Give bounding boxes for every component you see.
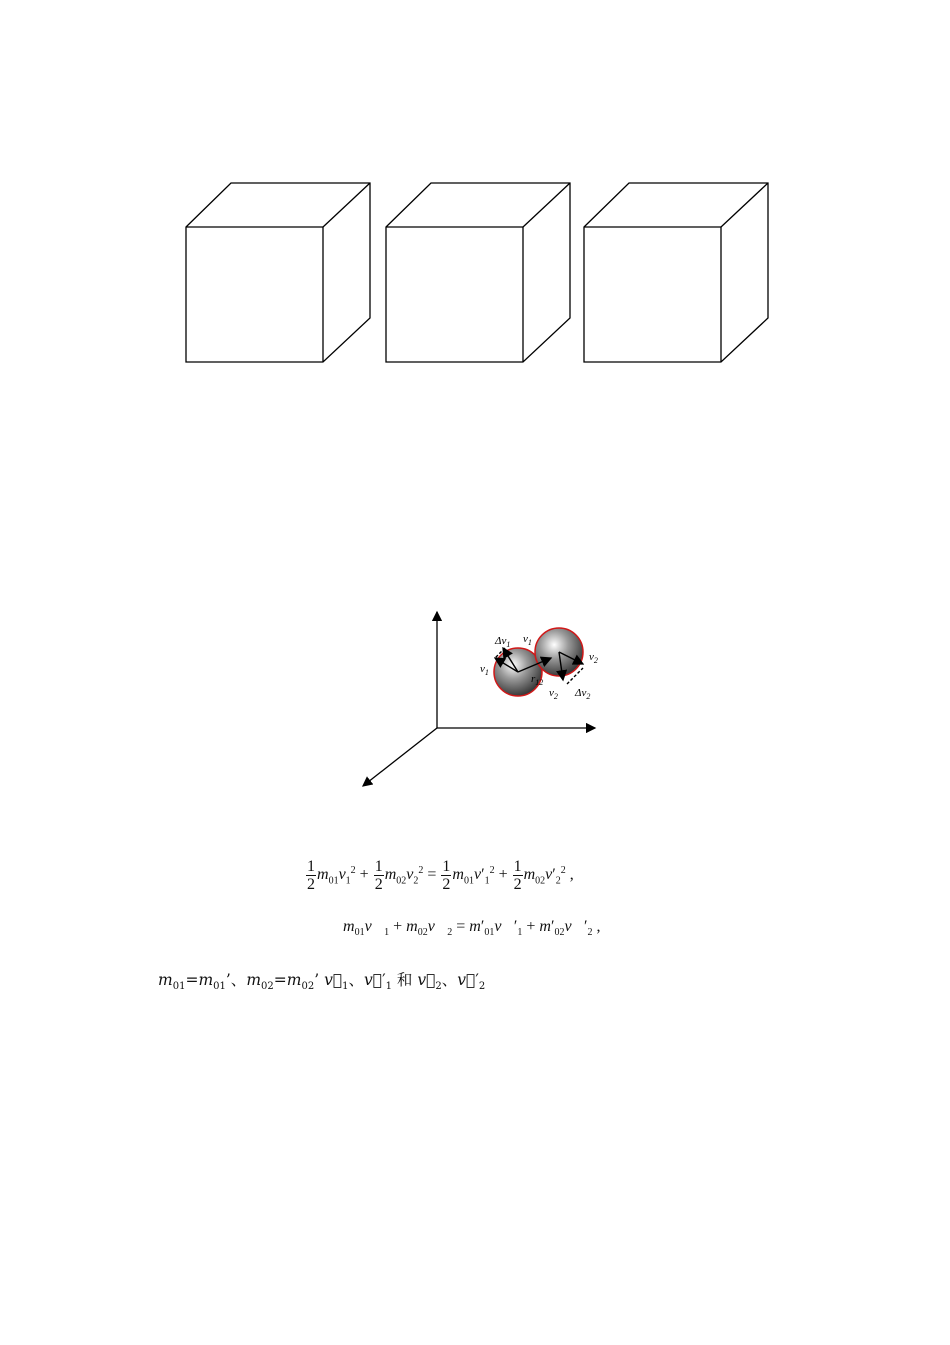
- paragraph-3: $m_{01}=m_{01}$’、$m_{02}=m_{02}$’ $v⃗_1$、$v⃗'_1$ 和 $v⃗_2$、$v⃗'_2$: [158, 971, 486, 993]
- svg-text:v2: $v_2$: [589, 651, 598, 665]
- svg-text:v1: $v_1$: [480, 663, 489, 677]
- equation-5: $m_{01}v⃗_1$ + $m_{02}v⃗_2$ = $m'_{01}v⃗'_1$ + $m'_{02}v⃗'_2$ ,: [343, 918, 601, 939]
- cube-full: [383, 180, 573, 366]
- svg-text:Δv2: $\Delta v_2$: [575, 687, 591, 701]
- svg-text:v2: $v_2$: [549, 687, 558, 701]
- equation-4: $\frac{1}{2}$ $m_{01}v_1^2$ + $\frac{1}{2}$ $m_{02}v_2^2$ = $\frac{1}{2}$ $m_{01}v'_1^2$ + $\frac{1}{2}$ $m_{02}v'_2^2$ ,: [307, 858, 574, 893]
- figure2-diagram: [355, 600, 605, 800]
- cube-static: [183, 180, 373, 366]
- svg-text:v1: $v_1$: [523, 633, 532, 647]
- x-axis: [363, 728, 437, 786]
- svg-text:r12: $r_{12}$: [531, 673, 544, 687]
- svg-text:Δv1: $\Delta v_1$: [495, 635, 511, 649]
- cube-hot: [581, 180, 771, 366]
